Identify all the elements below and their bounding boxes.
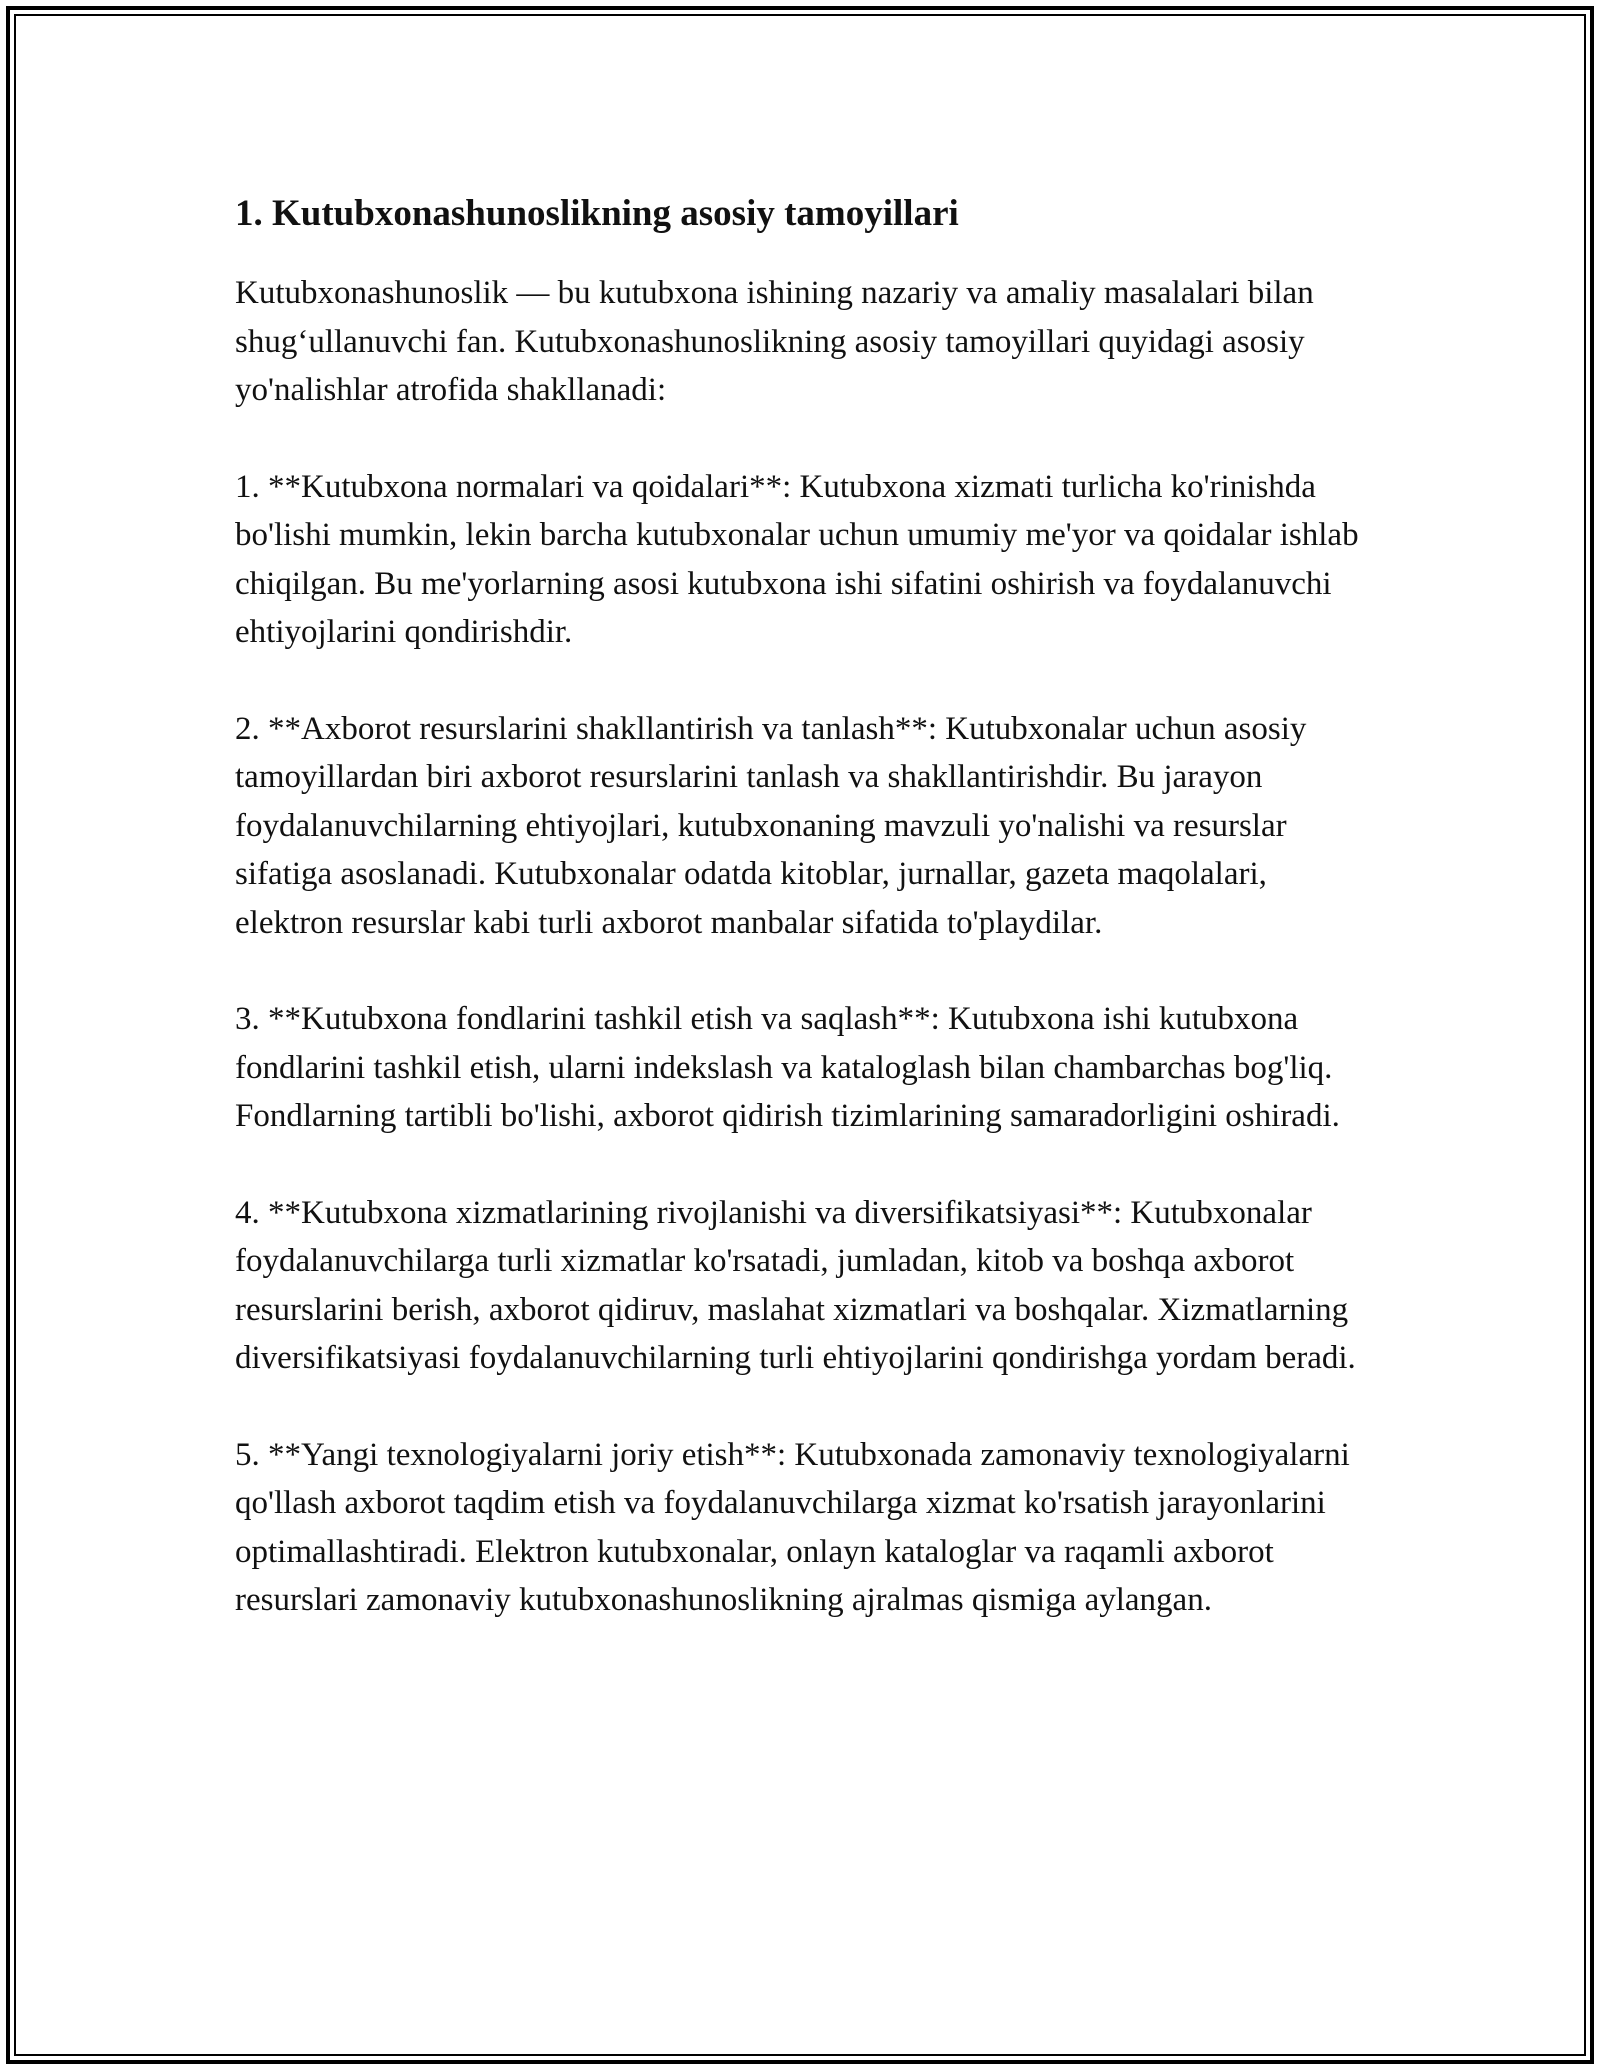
section-heading: 1. Kutubxonashunoslikning asosiy tamoyillari — [235, 193, 959, 234]
principle-paragraph-1: 1. **Kutubxona normalari va qoidalari**: Kutubxona xizmati turlicha ko'rinishda bo'lishi mumkin, lekin barcha kutubxonalar uchun umumiy me'yor va qoidalar ishlab chiqilgan. Bu me'yorlarning asosi kutubxona ishi sifatini oshirish va foydalanuvchi ehtiyojlarini qondirishdir. — [235, 468, 1359, 650]
intro-paragraph: Kutubxonashunoslik — bu kutubxona ishining nazariy va amaliy masalalari bilan shug‘ullanuvchi fan. Kutubxonashunoslikning asosiy tamoyillari quyidagi asosiy yo'nalishlar atrofida shakllanadi: — [235, 275, 1314, 408]
principle-paragraph-3: 3. **Kutubxona fondlarini tashkil etish va saqlash**: Kutubxona ishi kutubxona fondlarini tashkil etish, ularni indekslash va kataloglash bilan chambarchas bog'liq. Fondlarning tartibli bo'lishi, axborot qidirish tizimlarining samaradorligini oshiradi. — [235, 1001, 1340, 1134]
principle-paragraph-2: 2. **Axborot resurslarini shakllantirish va tanlash**: Kutubxonalar uchun asosiy tamoyillardan biri axborot resurslarini tanlash va shakllantirishdir. Bu jarayon foydalanuvchilarning ehtiyojlari, kutubxonaning mavzuli yo'nalishi va resurslar sifatiga asoslanadi. Kutubxonalar odatda kitoblar, jurnallar, gazeta maqolalari, elektron resurslar kabi turli axborot manbalar sifatida to'playdilar. — [235, 710, 1307, 941]
principle-paragraph-5: 5. **Yangi texnologiyalarni joriy etish**: Kutubxonada zamonaviy texnologiyalarni qo'llash axborot taqdim etish va foydalanuvchilarga xizmat ko'rsatish jarayonlarini optimallashtiradi. Elektron kutubxonalar, onlayn kataloglar va raqamli axborot resurslari zamonaviy kutubxonashunoslikning ajralmas qismiga aylangan. — [235, 1436, 1350, 1618]
document-body — [235, 185, 1365, 1673]
principle-paragraph-4: 4. **Kutubxona xizmatlarining rivojlanishi va diversifikatsiyasi**: Kutubxonalar foydalanuvchilarga turli xizmatlar ko'rsatadi, jumladan, kitob va boshqa axborot resurslarini berish, axborot qidiruv, maslahat xizmatlari va boshqalar. Xizmatlarning diversifikatsiyasi foydalanuvchilarning turli ehtiyojlarini qondirishga yordam beradi. — [235, 1194, 1356, 1376]
